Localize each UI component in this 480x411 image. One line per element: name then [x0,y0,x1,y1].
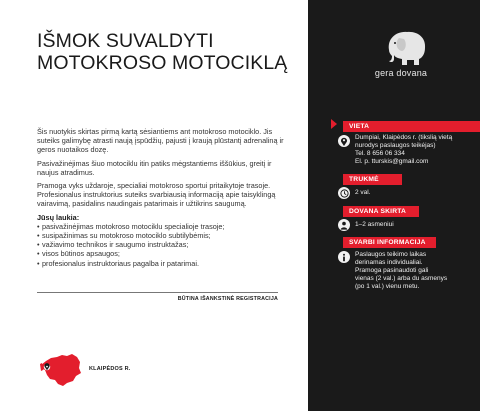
description-paragraph: Šis nuotykis skirtas pirmą kartą sėsiantiems ant motokroso motociklo. Jis suteiks galimybę atrasti naują įspūdžių, pajusti į kraują plūstantį adrenaliną ir geros nuotaikos dozę. [37,127,284,155]
info-icon [338,251,350,263]
elephant-logo-icon [377,28,437,68]
list-item: • susipažinimas su motokroso motociklo subtilybėmis; [37,231,285,240]
list-item: • visos būtinos apsaugos; [37,249,285,258]
important-details [355,251,470,291]
duration-value: 2 val. [355,189,371,196]
important-line: derinamas individualiai. [355,259,423,266]
title-line-1: IŠMOK SUVALDYTI [37,30,214,52]
person-icon [338,219,350,231]
location-line: nurodys paslaugos teikėjas) [355,142,436,149]
important-line: Paslaugos teikimo laikas [355,251,427,258]
list-item: • pasivažinėjimas motokroso motociklu specialioje trasoje; [37,222,285,231]
brand-name: gera dovana [374,68,428,78]
section-label-important: SVARBI INFORMACIJA [343,237,436,248]
important-line: (po 1 val.) vienu metu. [355,283,420,290]
section-label-audience: DOVANA SKIRTA [343,206,419,217]
audience-value: 1–2 asmeniui [355,221,394,228]
location-details [355,134,470,166]
section-label-duration: TRUKMĖ [343,174,402,185]
section-label-location: VIETA [343,121,480,132]
audience-details [355,221,470,229]
lithuania-map-icon [38,352,82,388]
page-title [37,30,297,74]
list-item: • važiavimo technikos ir saugumo instruktažas; [37,240,285,249]
description-text [37,127,285,268]
location-line: Dumpiai, Klaipėdos r. (tikslią vietą [355,134,453,141]
region-label: KLAIPĖDOS R. [89,366,131,372]
divider [37,292,278,293]
clock-icon [338,187,350,199]
duration-details [355,189,470,197]
registration-note: BŪTINA IŠANKSTINĖ REGISTRACIJA [177,296,278,302]
phone-number: Tel. 8 656 06 334 [355,150,405,157]
location-pin-icon [338,135,350,147]
description-paragraph: Pasivažinėjimas šiuo motociklu itin patiks mėgstantiems iššūkius, greitį ir naujus atradimus. [37,158,272,177]
title-line-2: MOTOKROSO MOTOCIKLĄ [37,52,288,74]
important-line: vienas (2 val.) arba du asmenys [355,275,448,282]
important-line: Pramoga pasinaudoti gali [355,267,429,274]
description-paragraph: Pramoga vyks uždaroje, specialiai motokroso sportui pritaikytoje trasoje. Profesionalus instruktorius suteiks svarbiausią informaciją apie taisyklingą vairavimą, pasidalins naudingais patarimais ir užtikrins saugumą. [37,181,276,209]
list-item: • profesionalus instruktoriaus pagalba ir patarimai. [37,259,285,268]
includes-list [37,222,285,268]
includes-heading: Jūsų laukia: [37,212,80,222]
section-marker [331,119,337,129]
email-address: El. p. tturskis@gmail.com [355,158,429,165]
